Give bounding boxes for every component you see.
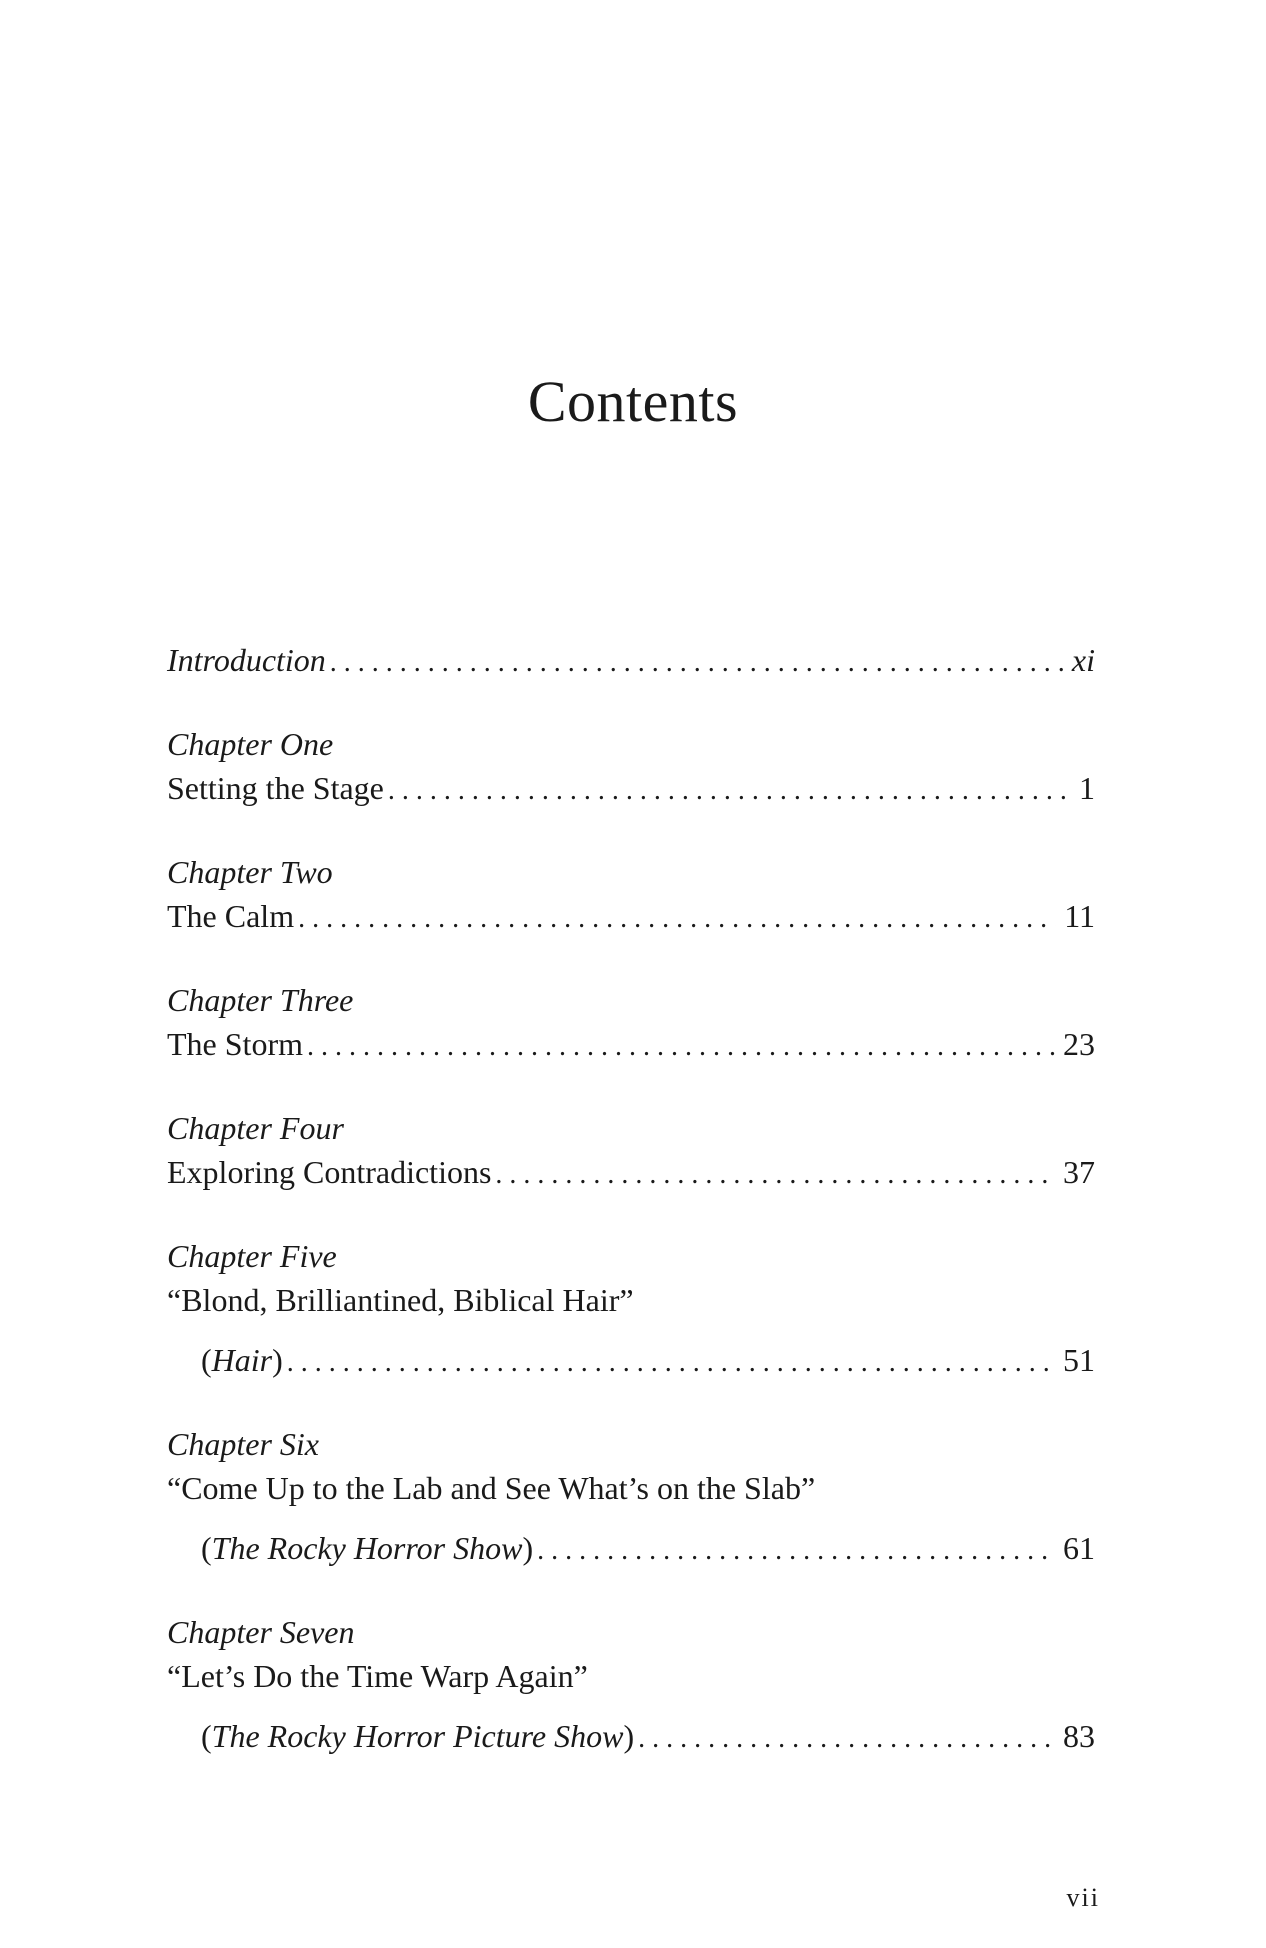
chapter-title: “Let’s Do the Time Warp Again” (167, 1658, 588, 1694)
toc-line (167, 1152, 1095, 1192)
toc-page-number: 11 (1064, 898, 1095, 934)
chapter-subtitle: (The Rocky Horror Picture Show) (201, 1718, 635, 1754)
chapter-label: Chapter Seven (167, 1614, 355, 1650)
chapter-title: “Come Up to the Lab and See What’s on the Slab” (167, 1470, 816, 1506)
chapter-subtitle: (The Rocky Horror Show) (201, 1530, 534, 1566)
dot-leader (495, 1155, 1055, 1195)
toc-entry-chapter-four[interactable] (167, 1108, 1095, 1192)
toc-entry-chapter-two[interactable] (167, 852, 1095, 936)
toc-entry-chapter-one[interactable] (167, 724, 1095, 808)
dot-leader (298, 899, 1056, 939)
chapter-title: Setting the Stage (167, 770, 384, 806)
toc-entry-chapter-three[interactable] (167, 980, 1095, 1064)
toc-line (167, 1716, 1095, 1756)
toc-entry-label: Introduction (167, 642, 326, 678)
toc-line (167, 896, 1095, 936)
toc-line-introduction (167, 640, 1095, 680)
toc-page-number: 37 (1063, 1154, 1095, 1190)
chapter-title: The Storm (167, 1026, 303, 1062)
toc-entry-chapter-six[interactable] (167, 1424, 1095, 1568)
chapter-label: Chapter Five (167, 1238, 337, 1274)
toc-page-number: 83 (1063, 1718, 1095, 1754)
dot-leader (388, 771, 1071, 811)
subtitle-text: The Rocky Horror Picture Show (211, 1718, 624, 1754)
dot-leader (287, 1343, 1055, 1383)
toc-entry-chapter-seven[interactable] (167, 1612, 1095, 1756)
chapter-title: The Calm (167, 898, 295, 934)
dot-leader (330, 643, 1064, 683)
toc-page-number: 23 (1063, 1026, 1095, 1062)
chapter-title: “Blond, Brilliantined, Biblical Hair” (167, 1282, 634, 1318)
dot-leader (537, 1531, 1055, 1571)
chapter-label: Chapter Two (167, 854, 333, 890)
toc-line (167, 1340, 1095, 1380)
toc-page-number: xi (1071, 642, 1095, 678)
toc-page-number: 61 (1063, 1530, 1095, 1566)
chapter-title: Exploring Contradictions (167, 1154, 492, 1190)
chapter-subtitle: (Hair) (201, 1342, 283, 1378)
toc-line (167, 1024, 1095, 1064)
chapter-label: Chapter Six (167, 1426, 319, 1462)
page-title: Contents (527, 369, 739, 434)
toc-line (167, 768, 1095, 808)
toc-page-number: 51 (1063, 1342, 1095, 1378)
chapter-label: Chapter Three (167, 982, 354, 1018)
chapter-label: Chapter Four (167, 1110, 344, 1146)
chapter-label: Chapter One (167, 726, 334, 762)
dot-leader (307, 1027, 1055, 1067)
toc-line (167, 1528, 1095, 1568)
dot-leader (638, 1719, 1055, 1759)
toc-entry-chapter-five[interactable] (167, 1236, 1095, 1380)
toc-entry-introduction[interactable] (167, 640, 1095, 680)
toc-page-number: 1 (1079, 770, 1095, 806)
subtitle-text: Hair (211, 1342, 273, 1378)
subtitle-text: The Rocky Horror Show (211, 1530, 523, 1566)
page-folio: vii (1066, 1883, 1100, 1912)
